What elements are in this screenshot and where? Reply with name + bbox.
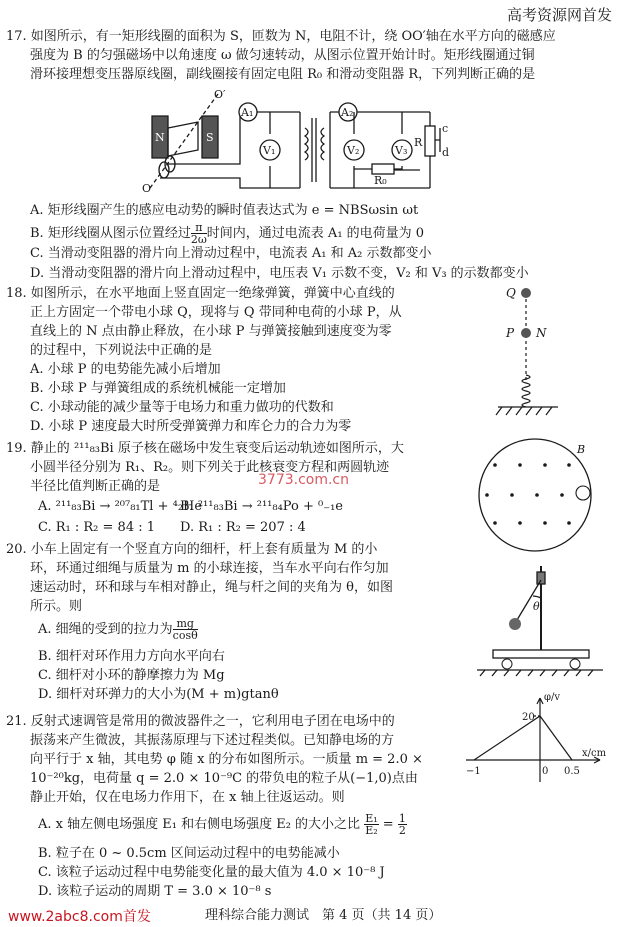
q21-option-d: D. 该粒子运动的周期 T = 3.0 × 10⁻⁸ s: [38, 884, 272, 899]
q17-option-b: [30, 222, 424, 245]
watermark-top-right: 高考资源网首发: [506, 6, 612, 24]
label-c: c: [442, 122, 449, 135]
q21-line-2: 振荡来产生微波，其振荡原理与下述过程类似。已知静电场的方: [30, 733, 395, 748]
label-O-prime: O′: [214, 88, 226, 101]
label-V3: V₃: [395, 144, 408, 157]
potential-vs-x-graph: [460, 690, 610, 790]
q19-option-c: C. R₁ : R₂ = 84 : 1: [38, 520, 156, 535]
q17-b-post: 时间内，通过电流表 A₁ 的电荷量为 0: [206, 226, 425, 241]
q17-option-c: C. 当滑动变阻器的滑片向上滑动过程中，电流表 A₁ 和 A₂ 示数都变小: [30, 246, 432, 261]
graph-x-axis-label: x/cm: [582, 748, 607, 759]
q21-line-5: 静止开始，仅在电场力作用下，在 x 轴上往返运动。则: [30, 790, 345, 805]
q17-option-d: D. 当滑动变阻器的滑片向上滑动过程中，电压表 V₁ 示数不变，V₂ 和 V₃ 的示数都变小: [30, 266, 529, 281]
q18-line-1: 18. 如图所示，在水平地面上竖直固定一绝缘弹簧，弹簧中心直线的: [6, 286, 395, 301]
q17-line-1: 17. 如图所示，有一矩形线圈的面积为 S，匝数为 N，电阻不计，绕 OO′轴在水平方向的磁感应: [6, 29, 556, 44]
q21-option-b: B. 粒子在 0 ~ 0.5cm 区间运动过程中的电势能减小: [38, 846, 340, 861]
q19-option-a: A. ²¹¹₈₃Bi → ²⁰⁷₈₁Tl + ⁴₂He: [38, 499, 203, 514]
graph-tick-0-5: 0.5: [564, 766, 580, 777]
label-O: O: [142, 182, 152, 195]
q19-option-d: D. R₁ : R₂ = 207 : 4: [180, 520, 306, 535]
label-B-field: B: [577, 443, 586, 456]
q20-option-a: [38, 618, 198, 641]
q19-line-1: 19. 静止的 ²¹¹₈₃Bi 原子核在磁场中发生衰变后运动轨迹如图所示，大: [6, 441, 404, 456]
q17-b-pre: B. 矩形线圈从图示位置经过: [30, 226, 191, 241]
q18-option-d: D. 小球 P 速度最大时所受弹簧弹力和库仑力的合力为零: [30, 419, 352, 434]
q17-b-fraction: [191, 222, 207, 245]
label-N-pole: N: [155, 131, 165, 144]
q19-line-3: 半径比值判断正确的是: [30, 479, 161, 494]
graph-tick-20: 20: [522, 712, 535, 723]
q19-line-2: 小圆半径分别为 R₁、R₂。则下列关于此核衰变方程和两圆轨迹: [30, 460, 390, 475]
q20-a-fraction: [173, 618, 198, 641]
q21-a-den: E₂: [365, 824, 378, 837]
q21-a-rden: 2: [398, 824, 406, 837]
generator-transformer-circuit-figure: [140, 88, 480, 198]
q21-option-c: C. 该粒子运动过程中电势能变化量的最大值为 4.0 × 10⁻⁸ J: [38, 865, 385, 880]
spring-charges-figure: [488, 283, 598, 423]
q20-a-den: cosθ: [172, 629, 198, 642]
q20-line-3: 速运动时，环和球与车相对静止，绳与杆之间的夹角为 θ，如图: [30, 580, 393, 595]
q18-line-2: 正上方固定一个带电小球 Q，现将与 Q 带同种电荷的小球 P，从: [30, 305, 402, 320]
q21-a-rnum: 1: [398, 812, 406, 825]
label-R0: R₀: [374, 174, 387, 187]
q20-line-4: 所示。则: [30, 599, 83, 614]
label-V1: V₁: [263, 144, 276, 157]
q20-line-1: 20. 小车上固定有一个竖直方向的细杆，杆上套有质量为 M 的小: [6, 542, 378, 557]
q21-a-eq: =: [382, 817, 394, 832]
q21-line-4: 10⁻²⁰kg，电荷量 q = 2.0 × 10⁻⁹C 的带负电的粒子从(−1,0)点由: [30, 771, 418, 786]
q17-b-den: 2ω: [190, 233, 207, 246]
q21-a-pre: A. x 轴左侧电场强度 E₁ 和右侧电场强度 E₂ 的大小之比: [38, 817, 361, 832]
q20-a-num: mg: [173, 618, 198, 630]
q20-option-d: D. 细杆对环弹力的大小为(M + m)gtanθ: [38, 687, 279, 702]
q18-option-a: A. 小球 P 的电势能先减小后增加: [30, 362, 221, 377]
q18-line-4: 的过程中，下列说法中正确的是: [30, 343, 213, 358]
q20-option-c: C. 细杆对小环的静摩擦力为 Mg: [38, 668, 225, 683]
graph-tick-minus-1: −1: [466, 766, 481, 777]
q17-line-2: 强度为 B 的匀强磁场中以角速度 ω 做匀速转动，从图示位置开始计时。矩形线圈通过铜: [30, 48, 535, 63]
label-V2: V₂: [347, 144, 360, 157]
q20-option-b: B. 细杆对环作用力方向水平向右: [38, 649, 225, 664]
q20-line-2: 环，环通过细绳与质量为 m 的小球连接，当车水平向右作匀加: [30, 561, 389, 576]
label-theta: θ: [533, 600, 540, 613]
decay-tracks-figure: [465, 435, 605, 555]
q17-option-a: A. 矩形线圈产生的感应电动势的瞬时值表达式为 e = NBSωsin ωt: [30, 203, 419, 218]
label-S-pole: S: [206, 131, 214, 144]
graph-y-axis-label: φ/v: [544, 692, 561, 703]
q21-option-a: [38, 813, 407, 836]
q21-a-num: E₁: [365, 812, 378, 825]
q20-a-pre: A. 细绳的受到的拉力为: [38, 622, 173, 637]
label-P: P: [506, 326, 515, 340]
q18-option-b: B. 小球 P 与弹簧组成的系统机械能一定增加: [30, 381, 286, 396]
q21-a-ratio-fraction: [364, 813, 378, 836]
q21-line-1: 21. 反射式速调管是常用的微波器件之一，它利用电子团在电场中的: [6, 714, 395, 729]
cart-pendulum-figure: [475, 558, 605, 678]
q21-a-value-fraction: [398, 813, 407, 836]
watermark-bottom-left: www.2abc8.com首发: [8, 909, 151, 925]
label-A2: A₂: [341, 106, 354, 119]
label-A1: A₁: [241, 106, 254, 119]
label-d: d: [442, 146, 450, 159]
q17-b-num: π: [191, 222, 207, 234]
label-R: R: [414, 136, 423, 149]
q18-line-3: 直线上的 N 点由静止释放，在小球 P 与弹簧接触到速度变为零: [30, 324, 392, 339]
label-Q: Q: [506, 286, 516, 300]
q17-line-3: 滑环接理想变压器原线圈，副线圈接有固定电阻 R₀ 和滑动变阻器 R，下列判断正确的是: [30, 67, 536, 82]
label-N-point: N: [536, 326, 547, 340]
q19-option-b: B. ²¹¹₈₃Bi → ²¹¹₈₄Po + ⁰₋₁e: [180, 499, 343, 514]
q18-option-c: C. 小球动能的减少量等于电场力和重力做功的代数和: [30, 400, 334, 415]
watermark-center: 3773.com.cn: [258, 472, 349, 488]
graph-tick-0: 0: [542, 766, 549, 777]
q21-line-3: 向平行于 x 轴，其电势 φ 随 x 的分布如图所示。一质量 m = 2.0 ×: [30, 752, 423, 767]
page-footer: 理科综合能力测试 第 4 页（共 14 页）: [205, 908, 442, 923]
